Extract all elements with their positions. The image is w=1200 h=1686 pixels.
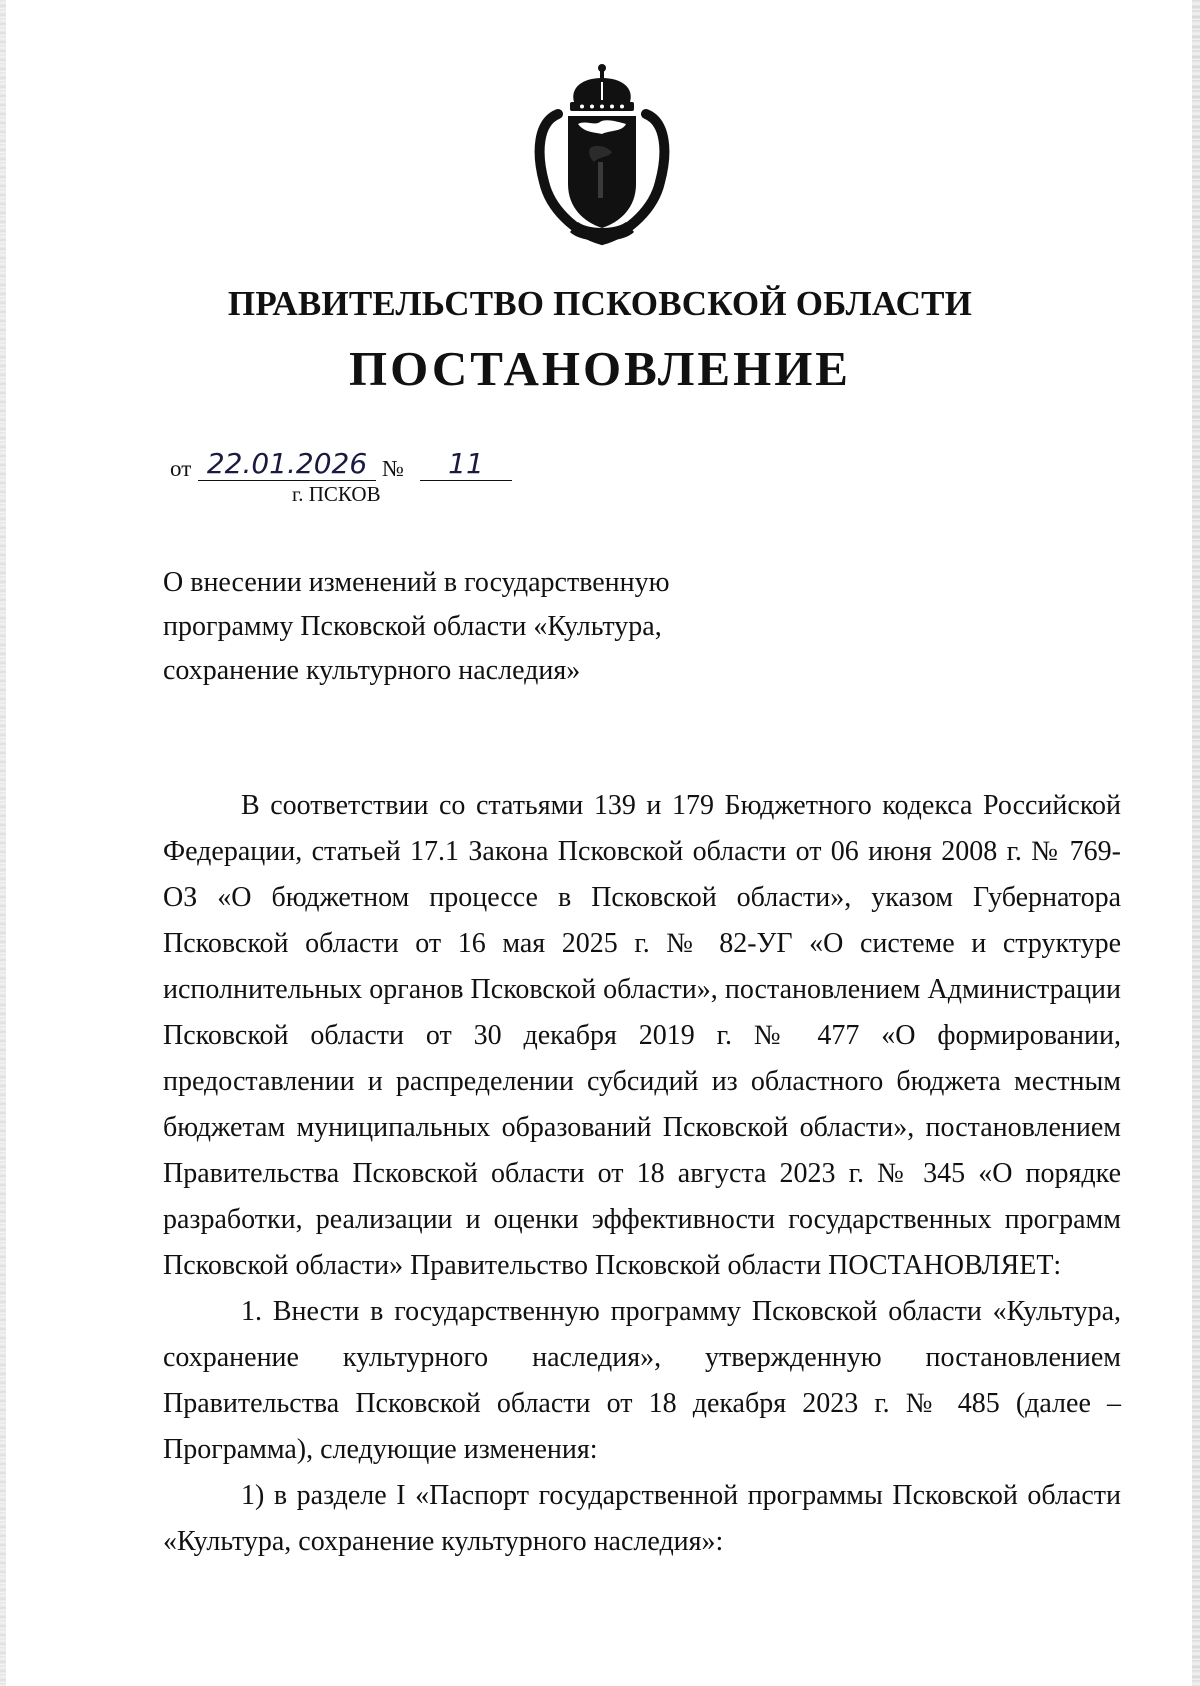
coat-of-arms-icon <box>530 62 674 250</box>
scan-edge-right <box>1192 0 1200 1686</box>
date-handwritten: 22.01.2026 <box>198 448 376 481</box>
date-prefix: от <box>170 456 192 481</box>
body-paragraph-subitem-1: 1) в разделе I «Паспорт государственной программы Псковской области «Культура, сохранение культурного наследия»: <box>163 1480 1121 1557</box>
subject-line: О внесении изменений в государственную <box>163 567 670 598</box>
body-paragraph-preamble: В соответствии со статьями 139 и 179 Бюджетного кодекса Российской Федерации, статьей 17.1 Закона Псковской области от 06 июня 2008 г. № 769-ОЗ «О бюджетном процессе в Псковской области», указом Губернатора Псковской области от 16 мая 2025 г. № 82-УГ «О системе и структуре исполнительных органов Псковской области», постановлением Администрации Псковской области от 30 декабря 2019 г. № 477 «О формировании, предоставлении и распределении субсидий из областного бюджета местным бюджетам муниципальных образований Псковской области», постановлением Правительства Псковской области от 18 августа 2023 г. № 345 «О порядке разработки, реализации и оценки эффективности государственных программ Псковской области» Правительство Псковской области ПОСТАНОВЛЯЕТ: <box>163 790 1121 1281</box>
document-subject <box>163 561 783 693</box>
document-body <box>163 783 1121 1565</box>
number-handwritten: 11 <box>420 448 512 481</box>
city-label: г. ПСКОВ <box>292 482 381 506</box>
body-paragraph-item-1: 1. Внести в государственную программу Псковской области «Культура, сохранение культурного наследия», утвержденную постановлением Правительства Псковской области от 18 декабря 2023 г. № 485 (далее – Программа), следующие изменения: <box>163 1296 1121 1465</box>
subject-line: программу Псковской области «Культура, <box>163 611 662 642</box>
document-type-title: ПОСТАНОВЛЕНИЕ <box>349 341 851 396</box>
scan-edge-left <box>0 0 6 1686</box>
subject-line: сохранение культурного наследия» <box>163 655 581 686</box>
government-name: ПРАВИТЕЛЬСТВО ПСКОВСКОЙ ОБЛАСТИ <box>227 284 973 323</box>
number-prefix: № <box>382 456 404 481</box>
